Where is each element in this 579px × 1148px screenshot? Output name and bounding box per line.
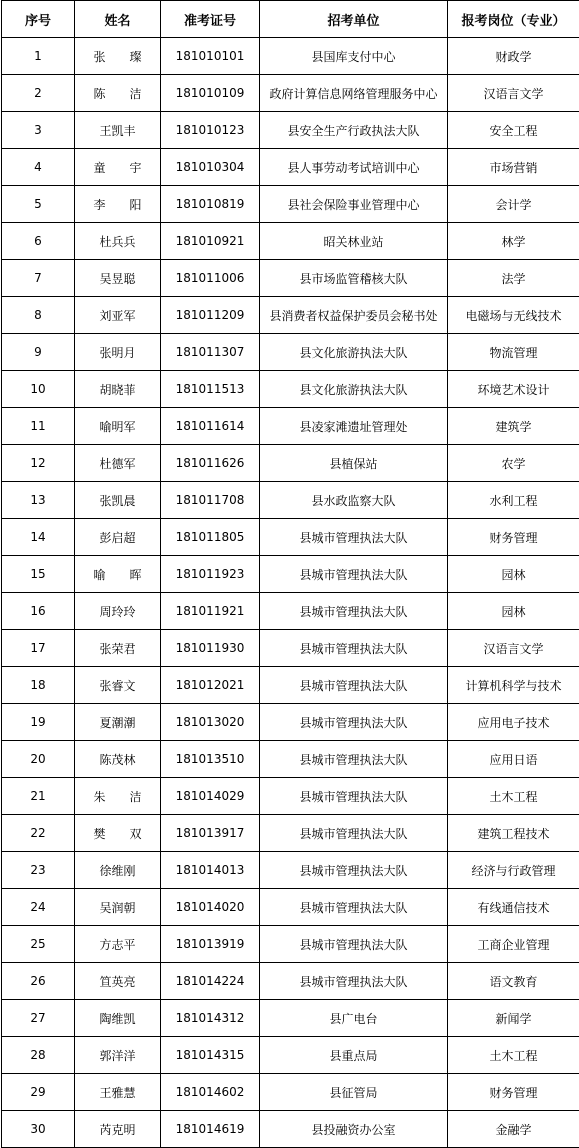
cell-name: 张 璨 [75,38,161,75]
cell-position: 金融学 [448,1111,579,1148]
cell-serial: 9 [2,334,75,371]
cell-unit: 县文化旅游执法大队 [260,334,448,371]
table-row [2,926,579,963]
cell-exam-id: 181011614 [161,408,260,445]
cell-unit: 昭关林业站 [260,223,448,260]
cell-exam-id: 181013919 [161,926,260,963]
cell-serial: 7 [2,260,75,297]
cell-serial: 22 [2,815,75,852]
cell-serial: 10 [2,371,75,408]
cell-exam-id: 181014020 [161,889,260,926]
cell-position: 应用日语 [448,741,579,778]
cell-position: 土木工程 [448,1037,579,1074]
cell-exam-id: 181014315 [161,1037,260,1074]
cell-position: 财务管理 [448,1074,579,1111]
cell-name: 芮克明 [75,1111,161,1148]
cell-name: 吴润朝 [75,889,161,926]
cell-position: 建筑学 [448,408,579,445]
cell-name: 童 宇 [75,149,161,186]
cell-position: 市场营销 [448,149,579,186]
cell-name: 张荣君 [75,630,161,667]
cell-name: 陈茂林 [75,741,161,778]
cell-exam-id: 181014029 [161,778,260,815]
cell-unit: 县城市管理执法大队 [260,926,448,963]
cell-exam-id: 181011708 [161,482,260,519]
cell-unit: 县水政监察大队 [260,482,448,519]
header-name: 姓名 [75,1,161,38]
cell-name: 杜兵兵 [75,223,161,260]
cell-unit: 县凌家滩遗址管理处 [260,408,448,445]
header-exam-id: 准考证号 [161,1,260,38]
table-row [2,371,579,408]
cell-position: 电磁场与无线技术 [448,297,579,334]
table-row [2,408,579,445]
cell-exam-id: 181010819 [161,186,260,223]
table-row [2,75,579,112]
table-row [2,1037,579,1074]
cell-name: 王凯丰 [75,112,161,149]
cell-position: 有线通信技术 [448,889,579,926]
cell-position: 经济与行政管理 [448,852,579,889]
table-row [2,1111,579,1148]
cell-position: 法学 [448,260,579,297]
cell-exam-id: 181012021 [161,667,260,704]
table-row [2,260,579,297]
cell-unit: 县安全生产行政执法大队 [260,112,448,149]
cell-name: 杜德军 [75,445,161,482]
cell-position: 林学 [448,223,579,260]
cell-name: 朱 洁 [75,778,161,815]
cell-position: 汉语言文学 [448,75,579,112]
cell-exam-id: 181011921 [161,593,260,630]
cell-position: 财务管理 [448,519,579,556]
cell-position: 新闻学 [448,1000,579,1037]
cell-serial: 18 [2,667,75,704]
cell-unit: 县城市管理执法大队 [260,815,448,852]
cell-exam-id: 181013510 [161,741,260,778]
cell-serial: 30 [2,1111,75,1148]
cell-exam-id: 181014619 [161,1111,260,1148]
cell-unit: 县国库支付中心 [260,38,448,75]
cell-name: 王雅慧 [75,1074,161,1111]
cell-position: 计算机科学与技术 [448,667,579,704]
cell-position: 建筑工程技术 [448,815,579,852]
cell-unit: 县广电台 [260,1000,448,1037]
cell-unit: 县植保站 [260,445,448,482]
cell-name: 吴昱聪 [75,260,161,297]
cell-serial: 27 [2,1000,75,1037]
cell-position: 园林 [448,556,579,593]
cell-serial: 16 [2,593,75,630]
cell-unit: 县投融资办公室 [260,1111,448,1148]
cell-exam-id: 181011626 [161,445,260,482]
cell-name: 方志平 [75,926,161,963]
cell-name: 喻明军 [75,408,161,445]
cell-name: 喻 晖 [75,556,161,593]
table-header [2,1,579,38]
cell-unit: 县城市管理执法大队 [260,556,448,593]
cell-serial: 2 [2,75,75,112]
cell-serial: 12 [2,445,75,482]
cell-exam-id: 181014013 [161,852,260,889]
cell-unit: 县社会保险事业管理中心 [260,186,448,223]
cell-exam-id: 181013917 [161,815,260,852]
cell-serial: 23 [2,852,75,889]
cell-exam-id: 181011513 [161,371,260,408]
cell-serial: 15 [2,556,75,593]
cell-serial: 5 [2,186,75,223]
table-row [2,741,579,778]
table-body [2,38,579,1148]
cell-unit: 县市场监管稽核大队 [260,260,448,297]
cell-exam-id: 181010109 [161,75,260,112]
table-row [2,149,579,186]
cell-exam-id: 181011930 [161,630,260,667]
cell-name: 张明月 [75,334,161,371]
cell-unit: 县重点局 [260,1037,448,1074]
cell-serial: 25 [2,926,75,963]
header-row [2,1,579,38]
cell-serial: 24 [2,889,75,926]
cell-exam-id: 181013020 [161,704,260,741]
table-row [2,815,579,852]
cell-name: 张凯晨 [75,482,161,519]
table-row [2,112,579,149]
cell-name: 彭启超 [75,519,161,556]
cell-name: 笪英亮 [75,963,161,1000]
cell-unit: 政府计算信息网络管理服务中心 [260,75,448,112]
cell-name: 樊 双 [75,815,161,852]
cell-unit: 县城市管理执法大队 [260,519,448,556]
cell-position: 园林 [448,593,579,630]
cell-position: 应用电子技术 [448,704,579,741]
cell-position: 工商企业管理 [448,926,579,963]
cell-serial: 11 [2,408,75,445]
cell-position: 土木工程 [448,778,579,815]
cell-position: 农学 [448,445,579,482]
cell-unit: 县城市管理执法大队 [260,667,448,704]
header-unit: 招考单位 [260,1,448,38]
table-row [2,1074,579,1111]
cell-name: 徐维刚 [75,852,161,889]
table-row [2,963,579,1000]
cell-unit: 县城市管理执法大队 [260,704,448,741]
cell-serial: 8 [2,297,75,334]
cell-serial: 1 [2,38,75,75]
cell-exam-id: 181011307 [161,334,260,371]
cell-position: 物流管理 [448,334,579,371]
cell-name: 周玲玲 [75,593,161,630]
cell-exam-id: 181011006 [161,260,260,297]
cell-name: 陶维凯 [75,1000,161,1037]
cell-unit: 县文化旅游执法大队 [260,371,448,408]
table-row [2,852,579,889]
cell-exam-id: 181014224 [161,963,260,1000]
table-row [2,297,579,334]
table-row [2,186,579,223]
cell-serial: 4 [2,149,75,186]
cell-serial: 6 [2,223,75,260]
table-row [2,778,579,815]
cell-exam-id: 181011209 [161,297,260,334]
cell-position: 财政学 [448,38,579,75]
cell-serial: 26 [2,963,75,1000]
table-row [2,630,579,667]
cell-exam-id: 181010921 [161,223,260,260]
cell-unit: 县城市管理执法大队 [260,889,448,926]
cell-name: 胡晓菲 [75,371,161,408]
table-row [2,704,579,741]
table-row [2,445,579,482]
cell-position: 会计学 [448,186,579,223]
cell-serial: 14 [2,519,75,556]
cell-unit: 县城市管理执法大队 [260,741,448,778]
cell-position: 安全工程 [448,112,579,149]
table-row [2,519,579,556]
candidates-table [1,0,579,1148]
header-serial: 序号 [2,1,75,38]
cell-unit: 县城市管理执法大队 [260,963,448,1000]
cell-name: 郭洋洋 [75,1037,161,1074]
cell-exam-id: 181010123 [161,112,260,149]
cell-name: 李 阳 [75,186,161,223]
cell-unit: 县消费者权益保护委员会秘书处 [260,297,448,334]
table-row [2,889,579,926]
table-row [2,556,579,593]
cell-name: 陈 洁 [75,75,161,112]
cell-name: 刘亚军 [75,297,161,334]
table-row [2,482,579,519]
table-row [2,1000,579,1037]
table-row [2,223,579,260]
cell-exam-id: 181011805 [161,519,260,556]
table-row [2,334,579,371]
cell-position: 环境艺术设计 [448,371,579,408]
cell-serial: 13 [2,482,75,519]
cell-serial: 19 [2,704,75,741]
cell-serial: 28 [2,1037,75,1074]
cell-unit: 县征管局 [260,1074,448,1111]
cell-serial: 29 [2,1074,75,1111]
cell-position: 汉语言文学 [448,630,579,667]
cell-exam-id: 181014312 [161,1000,260,1037]
cell-name: 张睿文 [75,667,161,704]
cell-exam-id: 181011923 [161,556,260,593]
table-row [2,667,579,704]
cell-exam-id: 181010304 [161,149,260,186]
cell-unit: 县城市管理执法大队 [260,630,448,667]
cell-name: 夏潮潮 [75,704,161,741]
cell-position: 语文教育 [448,963,579,1000]
cell-exam-id: 181014602 [161,1074,260,1111]
cell-unit: 县人事劳动考试培训中心 [260,149,448,186]
table-row [2,593,579,630]
cell-unit: 县城市管理执法大队 [260,778,448,815]
cell-exam-id: 181010101 [161,38,260,75]
cell-serial: 3 [2,112,75,149]
table-row [2,38,579,75]
cell-unit: 县城市管理执法大队 [260,852,448,889]
cell-unit: 县城市管理执法大队 [260,593,448,630]
cell-position: 水利工程 [448,482,579,519]
header-position: 报考岗位（专业） [448,1,579,38]
cell-serial: 21 [2,778,75,815]
cell-serial: 20 [2,741,75,778]
cell-serial: 17 [2,630,75,667]
